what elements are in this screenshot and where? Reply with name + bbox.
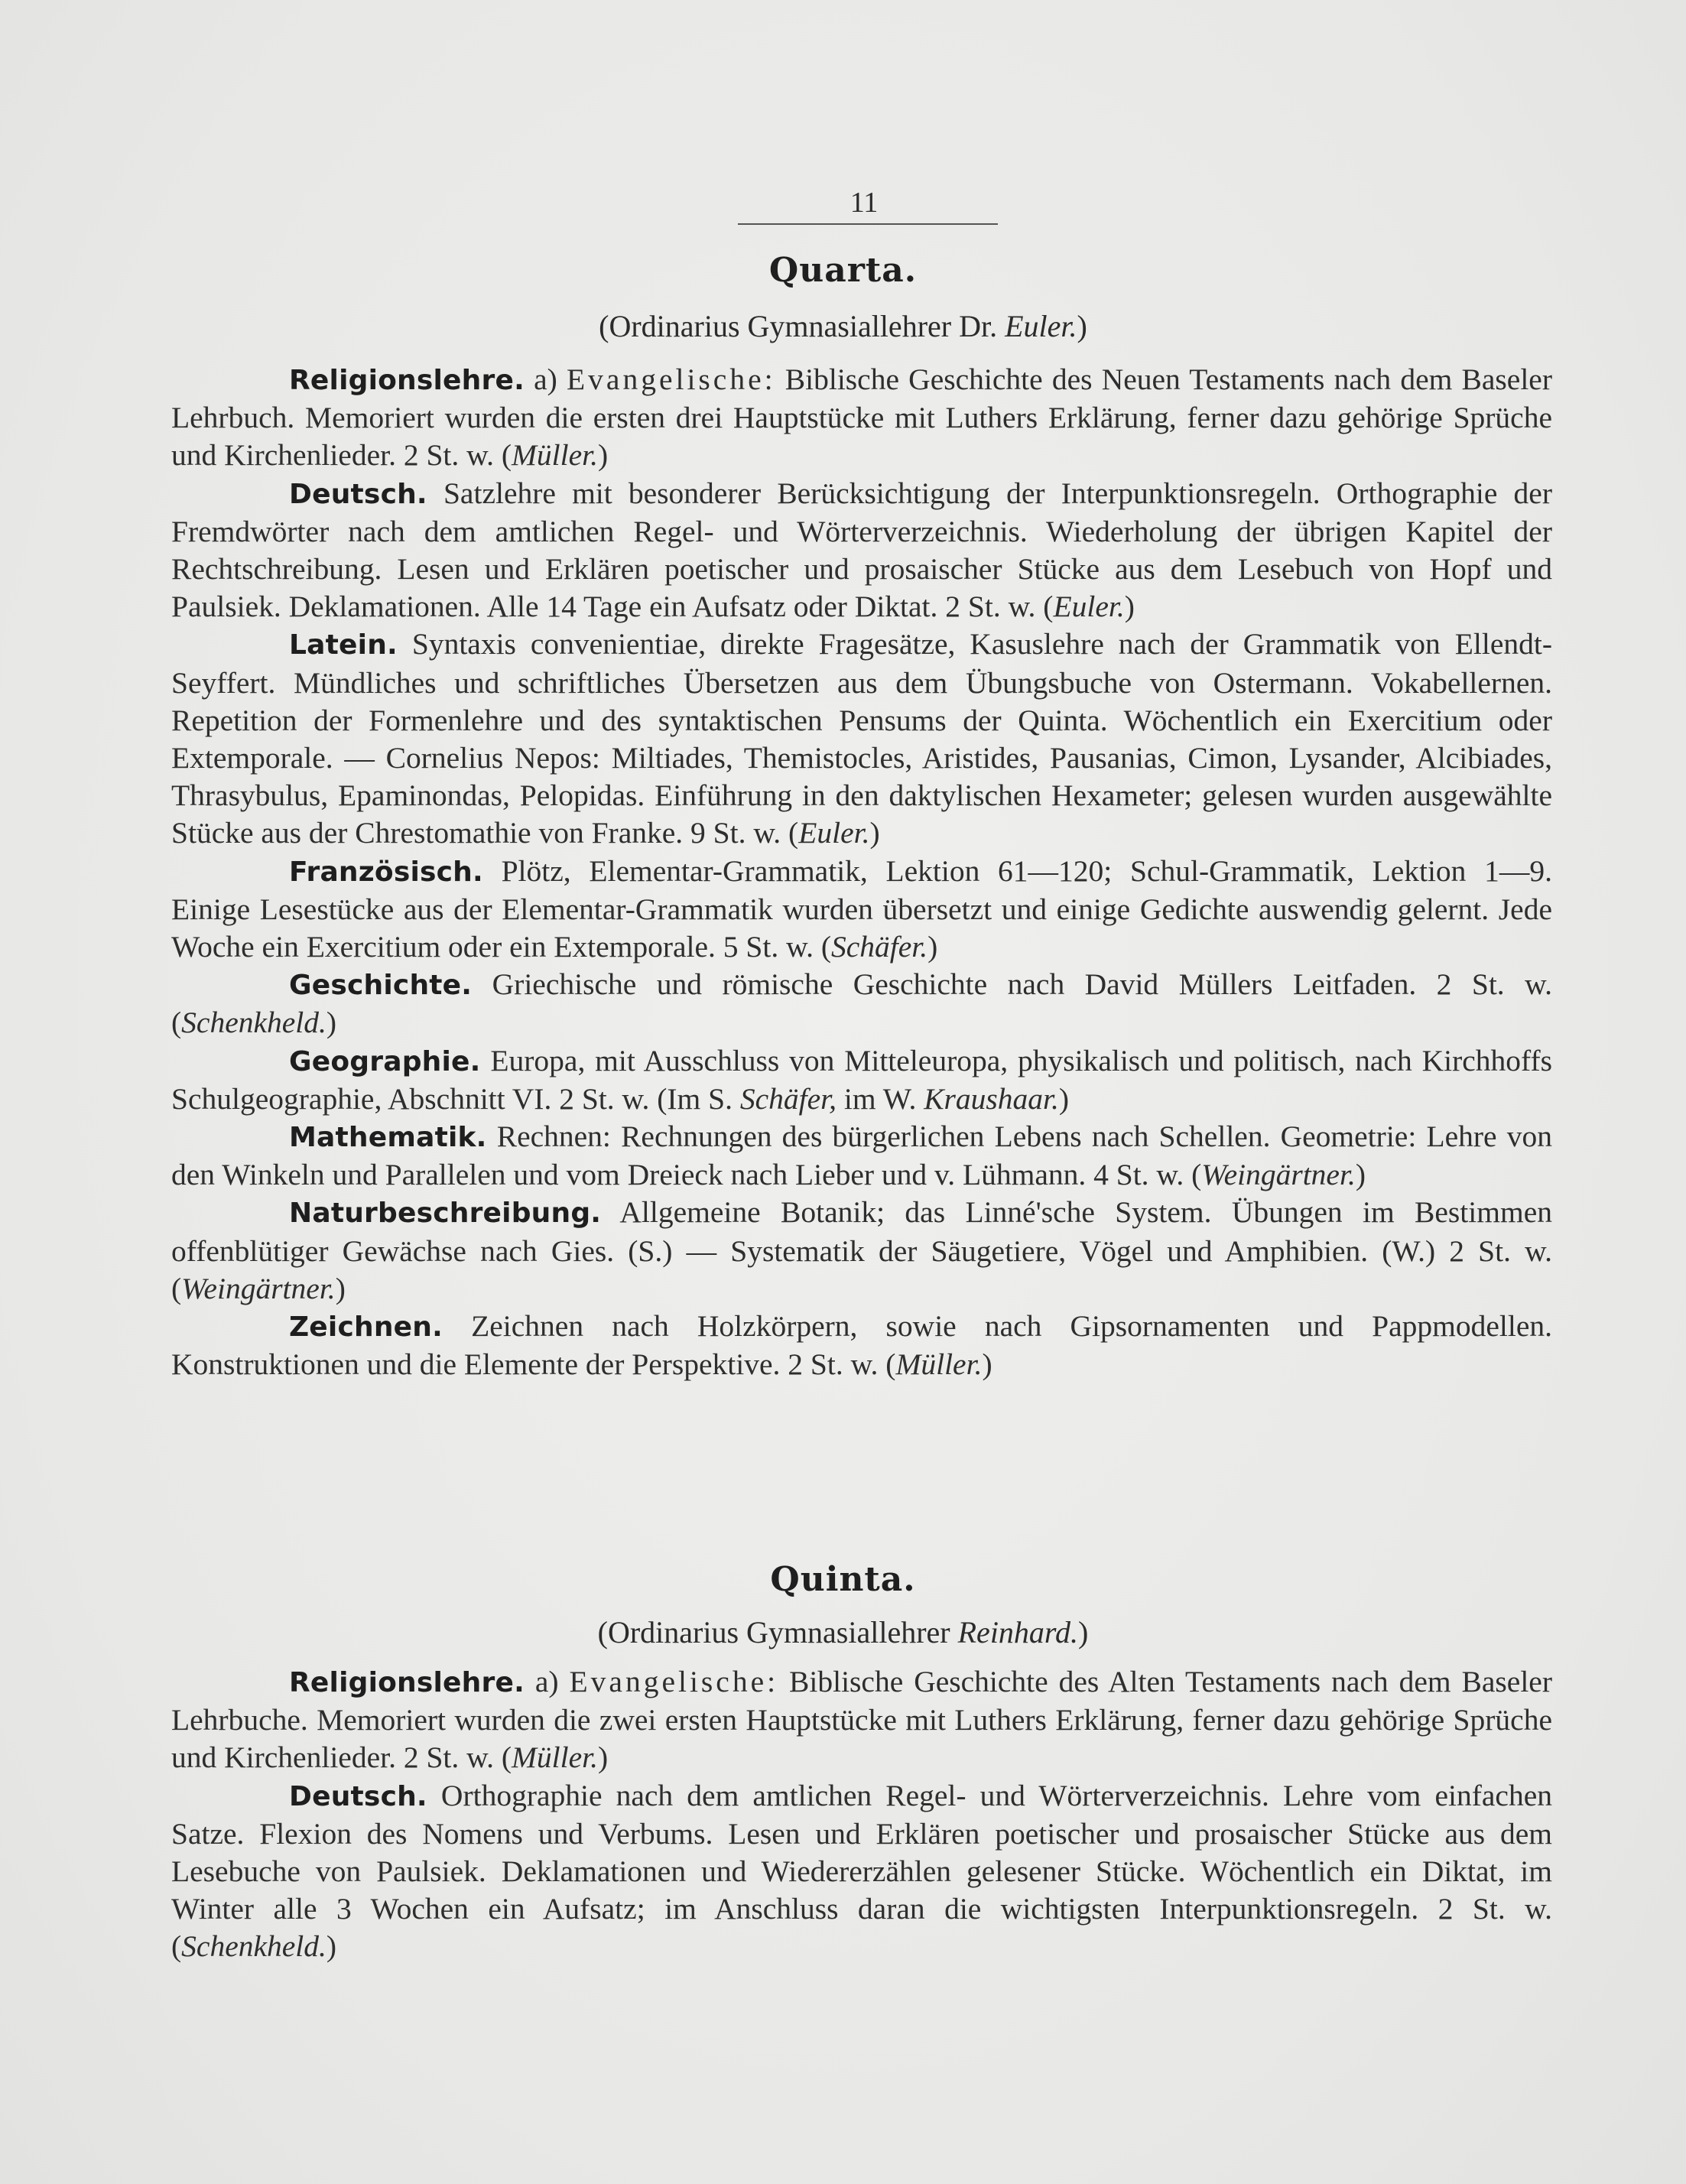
subject-text: Zeichnen nach Holzkörpern, sowie nach Gipsornamenten und Pappmodellen. Konstruktionen und die Elemente der Perspektive. 2 St. w. ( — [171, 1309, 1552, 1382]
subject-name: Religionslehre. — [289, 365, 525, 396]
subject-name: Zeichnen. — [289, 1311, 443, 1344]
subject-name: Geschichte. — [289, 970, 473, 1002]
quinta-subject-paragraph — [171, 1777, 1552, 1966]
teacher-name: Schenkheld. — [181, 1006, 326, 1040]
teacher-name: Euler. — [1053, 590, 1125, 624]
quinta-heading: Quinta. — [770, 1560, 916, 1599]
teacher-name: Schäfer. — [830, 930, 928, 964]
subject-text: ) — [982, 1347, 992, 1382]
subject-text: ) — [598, 1740, 609, 1775]
subject-text: Evangelische: — [567, 362, 776, 396]
subject-text: Orthographie nach dem amtlichen Regel- und Wörterverzeichnis. Lehre vom einfachen Satze. Flexion des Nomens und Verbums. Lesen und Erklären poetischer und prosaischer Stücke aus dem Lesebuche von Paulsiek. Deklamationen und Wiedererzählen gelesener Stücke. Wöchentlich ein Diktat, im Winter alle 3 Wochen ein Aufsatz; im Anschluss daran die wichtigsten Interpunktionsregeln. 2 St. w. ( — [171, 1778, 1552, 1964]
subject-text: a) — [524, 362, 567, 396]
subject-text: Rechnen: Rechnungen des bürgerlichen Lebens nach Schellen. Geometrie: Lehre von den Winkeln und Parallelen und vom Dreieck nach Lieber und v. Lühmann. 4 St. w. ( — [171, 1120, 1552, 1192]
subject-name: Deutsch. — [289, 478, 427, 510]
subject-text: ) — [927, 930, 938, 964]
quarta-ordinarius-suffix: ) — [1077, 309, 1087, 343]
teacher-name: Weingärtner. — [181, 1271, 336, 1305]
quarta-curriculum — [171, 361, 1552, 1383]
quinta-ordinarius-suffix: ) — [1078, 1615, 1089, 1649]
quarta-subject-paragraph — [171, 853, 1552, 967]
teacher-name: Schenkheld. — [181, 1929, 326, 1964]
subject-text: ) — [1355, 1158, 1366, 1192]
quinta-subject-paragraph — [171, 1663, 1552, 1777]
teacher-name: Müller. — [512, 1740, 599, 1775]
subject-text: ) — [869, 816, 880, 850]
subject-name: Latein. — [289, 629, 398, 661]
subject-text: Syntaxis convenientiae, direkte Fragesätze, Kasuslehre nach der Grammatik von Ellendt-Seyffert. Mündliches und schriftliches Übersetzen aus dem Übungsbuche von Ostermann. Vokabellernen. Repetition der Formenlehre und des syntaktischen Pensums der Quinta. Wöchentlich ein Exercitium oder Extemporale. — Cornelius Nepos: Miltiades, Themistocles, Aristides, Pausanias, Cimon, Lysander, Alcibiades, Thrasybulus, Epaminondas, Pelopidas. Einführung in den daktylischen Hexameter; gelesen wurden ausgewählte Stücke aus der Chrestomathie von Franke. 9 St. w. ( — [171, 627, 1552, 850]
quarta-subject-paragraph — [171, 1194, 1552, 1308]
subject-name: Französisch. — [289, 856, 483, 888]
subject-text: ) — [598, 438, 609, 473]
subject-text: ) — [335, 1271, 346, 1305]
subject-text: ) — [1124, 590, 1135, 624]
teacher-name: Müller. — [895, 1347, 983, 1382]
teacher-name: Schäfer, — [739, 1081, 837, 1116]
subject-text: Evangelische: — [569, 1665, 779, 1698]
subject-text: Satzlehre mit besonderer Berücksichtigung der Interpunktionsregeln. Orthographie der Fremdwörter nach dem amtlichen Regel- und Wörterverzeichnis. Wiederholung der übrigen Kapitel der Rechtschreibung. Lesen und Erklären poetischer und prosaischer Stücke aus dem Lesebuch von Hopf und Paulsiek. Deklamationen. Alle 14 Tage ein Aufsatz oder Diktat. 2 St. w. ( — [171, 476, 1552, 624]
teacher-name: Euler. — [798, 816, 870, 850]
subject-text: Europa, mit Ausschluss von Mitteleuropa, physikalisch und politisch, nach Kirchhoffs Schulgeographie, Abschnitt VI. 2 St. w. (Im S. — [171, 1043, 1552, 1116]
subject-text: ) — [1058, 1081, 1070, 1116]
subject-text: Griechische und römische Geschichte nach David Müllers Leitfaden. 2 St. w. ( — [171, 967, 1552, 1040]
quinta-ordinarius — [0, 1614, 1686, 1652]
quinta-curriculum — [171, 1663, 1552, 1966]
subject-name: Geographie. — [289, 1045, 481, 1077]
subject-text: Biblische Geschichte des Neuen Testaments nach dem Baseler Lehrbuch. Memoriert wurden die ersten drei Hauptstücke mit Luthers Erklärung, ferner dazu gehörige Sprüche und Kirchenlieder. 2 St. w. ( — [171, 362, 1552, 473]
subject-text: Allgemeine Botanik; das Linné'sche System. Übungen im Bestimmen offenblütiger Gewächse nach Gies. (S.) — Systematik der Säugetiere, Vögel und Amphibien. (W.) 2 St. w. ( — [171, 1195, 1552, 1305]
subject-text: ) — [326, 1929, 337, 1964]
quarta-ordinarius-name: Euler. — [1005, 309, 1077, 343]
teacher-name: Kraushaar. — [924, 1081, 1059, 1116]
teacher-name: Müller. — [512, 438, 599, 473]
subject-name: Naturbeschreibung. — [289, 1198, 602, 1230]
subject-name: Religionslehre. — [289, 1667, 525, 1698]
quinta-ordinarius-name: Reinhard. — [957, 1615, 1079, 1649]
subject-name: Deutsch. — [289, 1780, 427, 1812]
quarta-subject-paragraph — [171, 1118, 1552, 1194]
quarta-subject-paragraph — [171, 626, 1552, 852]
subject-text: Biblische Geschichte des Alten Testaments nach dem Baseler Lehrbuche. Memoriert wurden die zwei ersten Hauptstücke mit Luthers Erklärung, ferner dazu gehörige Sprüche und Kirchenlieder. 2 St. w. ( — [171, 1665, 1552, 1775]
subject-text: Plötz, Elementar-Grammatik, Lektion 61—120; Schul-Grammatik, Lektion 1—9. Einige Lesestücke aus der Elementar-Grammatik wurden übersetzt und einige Gedichte auswendig gelernt. Jede Woche ein Exercitium oder ein Extemporale. 5 St. w. ( — [171, 853, 1552, 964]
teacher-name: Weingärtner. — [1201, 1158, 1356, 1192]
quarta-subject-paragraph — [171, 475, 1552, 626]
page-number: 11 — [849, 187, 879, 219]
quarta-heading: Quarta. — [768, 251, 918, 290]
quarta-subject-paragraph — [171, 361, 1552, 475]
header-rule — [738, 223, 998, 225]
quarta-subject-paragraph — [171, 1042, 1552, 1118]
subject-text: ) — [326, 1006, 337, 1040]
quarta-subject-paragraph — [171, 1308, 1552, 1383]
subject-text: a) — [524, 1665, 570, 1698]
quarta-ordinarius — [0, 307, 1686, 346]
subject-name: Mathematik. — [289, 1122, 487, 1154]
quarta-ordinarius-prefix: (Ordinarius Gymnasiallehrer Dr. — [599, 309, 1005, 343]
quarta-subject-paragraph — [171, 966, 1552, 1042]
subject-text: im W. — [837, 1081, 924, 1116]
quinta-ordinarius-prefix: (Ordinarius Gymnasiallehrer — [597, 1615, 958, 1649]
